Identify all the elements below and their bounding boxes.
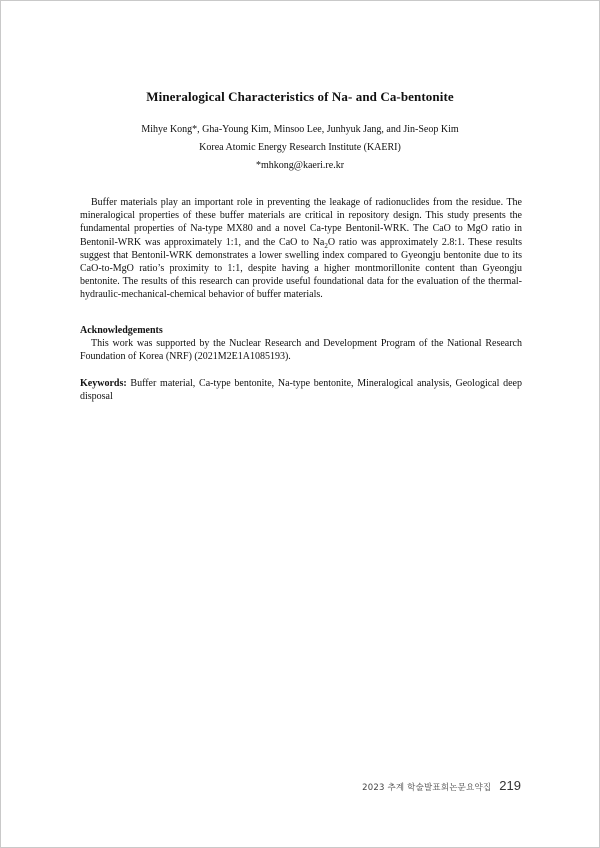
page-footer xyxy=(362,778,521,793)
keywords-label: Keywords: xyxy=(80,378,127,389)
proceedings-title: 2023 추계 학술발표회논문요약집 xyxy=(362,783,492,793)
author-affiliation: Korea Atomic Energy Research Institute (KAERI) xyxy=(199,142,401,153)
acknowledgements-heading: Acknowledgements xyxy=(80,325,163,336)
abstract-subscript: 2 xyxy=(324,241,328,250)
keywords-text: Buffer material, Ca-type bentonite, Na-type bentonite, Mineralogical analysis, Geological deep disposal xyxy=(80,378,522,403)
corresponding-email: *mhkong@kaeri.re.kr xyxy=(255,160,345,171)
keywords-paragraph xyxy=(80,377,522,403)
abstract-text-part1: Buffer materials play an important role in preventing the leakage of radionuclides from the residue. The mineralogical properties of these buffer materials are critical in repository design. This study presents the fundamental properties of Na-type MX80 and a novel Ca-type Bentonil-WRK. The CaO to MgO ratio in Bentonil-WRK was approximately 1:1, and the CaO to Na xyxy=(80,197,522,248)
author-list: Mihye Kong*, Gha-Young Kim, Minsoo Lee, Junhyuk Jang, and Jin-Seop Kim xyxy=(141,124,459,135)
abstract-text-part2: O ratio was approximately 2.8:1. These results suggest that Bentonil-WRK demonstrates a lower swelling index compared to Gyeongju bentonite due to its CaO-to-MgO ratio’s proximity to 1:1, despite having a higher montmorillonite content than Gyeongju bentonite. The results of this research can provide useful foundational data for the evaluation of the thermal-hydraulic-mechanical-chemical behavior of buffer materials. xyxy=(80,236,522,301)
page-number: 219 xyxy=(499,778,521,793)
acknowledgements-text: This work was supported by the Nuclear Research and Development Program of the National Research Foundation of Korea (NRF) (2021M2E1A1085193). xyxy=(80,338,522,363)
paper-title: Mineralogical Characteristics of Na- and Ca-bentonite xyxy=(146,89,454,104)
abstract-paragraph xyxy=(80,196,522,302)
